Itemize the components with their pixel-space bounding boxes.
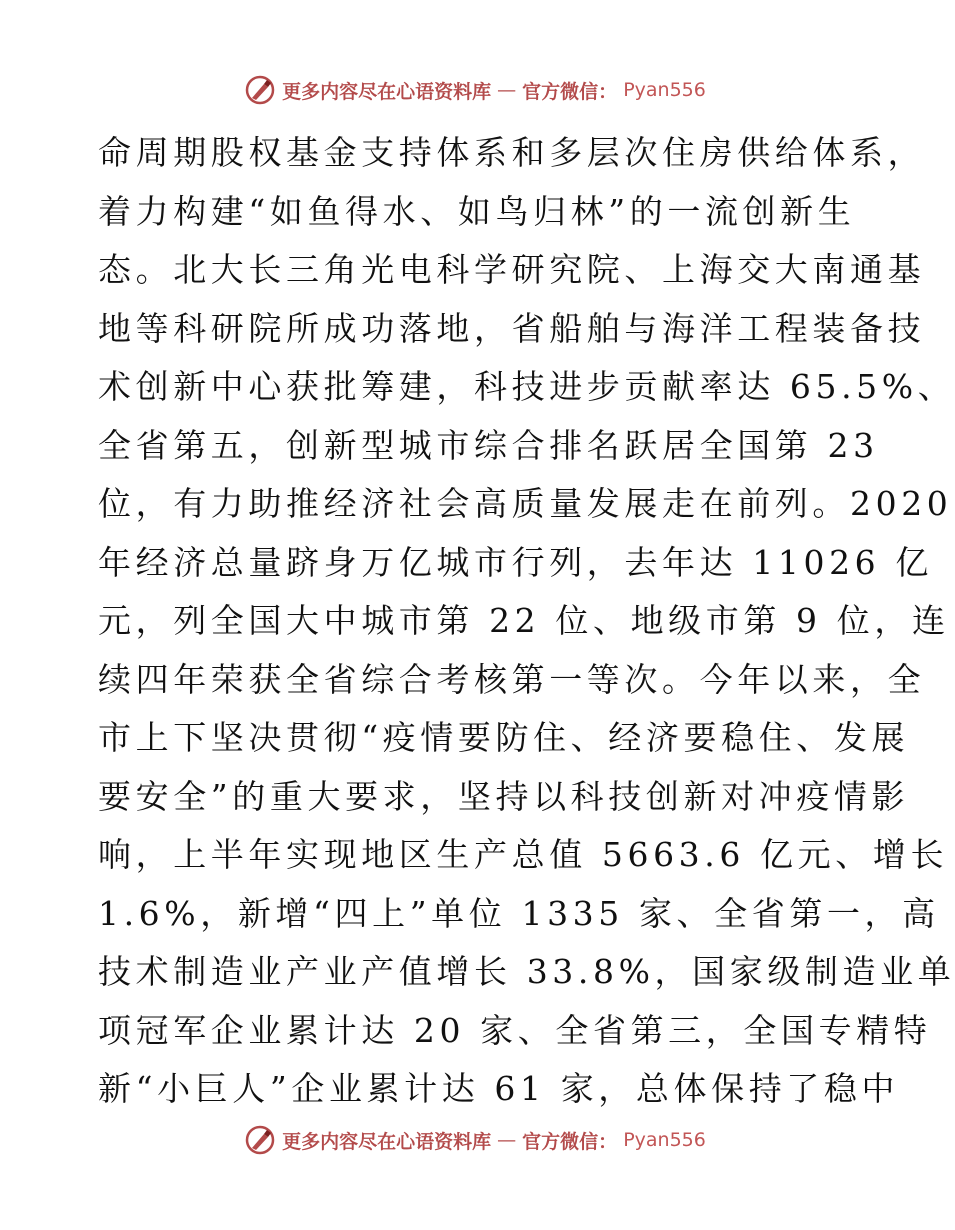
text-line: 态。北大长三角光电科学研究院、上海交大南通基 [98,250,926,289]
document-body [98,124,955,1119]
text-line: 术创新中心获批筹建，科技进步贡献率达 65.5%、 [98,367,955,406]
watermark-main-text: 更多内容尽在心语资料库 [282,1130,492,1153]
text-line: 位，有力助推经济社会高质量发展走在前列。2020 [98,484,953,523]
text-line: 市上下坚决贯彻“疫情要防住、经济要稳住、发展 [98,718,910,757]
text-line: 命周期股权基金支持体系和多层次住房供给体系， [98,133,926,172]
text-line: 续四年荣获全省综合考核第一等次。今年以来，全 [98,659,926,699]
text-line: 1.6%，新增“四上”单位 1335 家、全省第一，高 [98,893,940,933]
watermark-handle: Pyan556 [623,1129,706,1151]
pen-circle-logo-icon [244,74,276,106]
text-line: 新“小巨人”企业累计达 61 家，总体保持了稳中 [98,1069,900,1108]
text-line: 地等科研院所成功落地，省船舶与海洋工程装备技 [98,308,926,348]
watermark-separator: — [497,1129,517,1151]
watermark-handle: Pyan556 [623,79,706,101]
text-line: 元，列全国大中城市第 22 位、地级市第 9 位，连 [98,601,950,640]
text-line: 项冠军企业累计达 20 家、全省第三，全国专精特 [98,1010,932,1050]
header-watermark [0,70,950,110]
footer-watermark [0,1120,950,1160]
text-line: 要安全”的重大要求，坚持以科技创新对冲疫情影 [98,776,910,816]
pen-circle-logo-icon [244,1124,276,1156]
text-line: 全省第五，创新型城市综合排名跃居全国第 23 [98,425,879,465]
text-line: 着力构建“如鱼得水、如鸟归林”的一流创新生 [98,191,856,231]
text-line: 响，上半年实现地区生产总值 5663.6 亿元、增长 [98,835,949,874]
watermark-separator: — [497,79,517,101]
text-line: 年经济总量跻身万亿城市行列，去年达 11026 亿 [98,542,933,582]
watermark-official-label: 官方微信： [522,80,618,103]
text-line: 技术制造业产业产值增长 33.8%，国家级制造业单 [98,952,955,991]
watermark-official-label: 官方微信： [522,1130,618,1153]
watermark-main-text: 更多内容尽在心语资料库 [282,80,492,103]
